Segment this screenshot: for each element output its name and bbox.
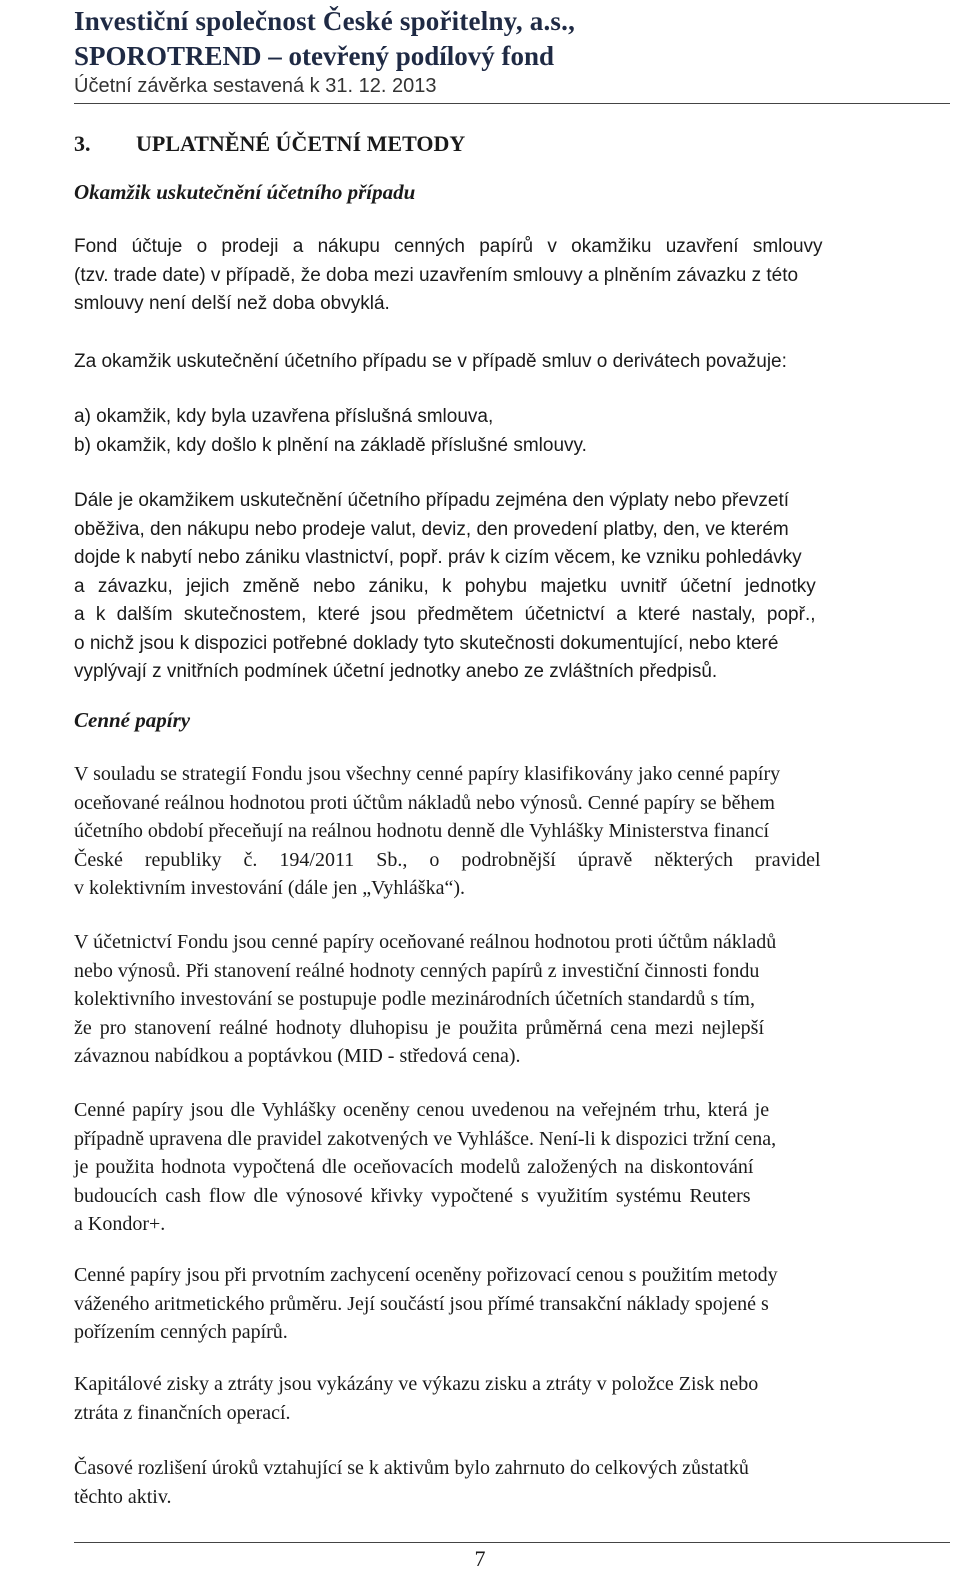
paragraph-line: případně upravena dle pravidel zakotvených ve Vyhlášce. Není-li k dispozici tržní cena, xyxy=(74,1127,777,1150)
paragraph-7 xyxy=(74,1096,950,1239)
paragraph-line: Fond účtuje o prodeji a nákupu cenných papírů v okamžiku uzavření smlouvy xyxy=(74,236,823,257)
paragraph-line: Cenné papíry jsou při prvotním zachycení oceněny pořizovací cenou s použitím metody xyxy=(74,1264,778,1286)
paragraph-line: účetního období přeceňují na reálnou hodnotu denně dle Vyhlášky Ministerstva financí xyxy=(74,820,770,842)
company-name: Investiční společnost České spořitelny, a.s., xyxy=(74,6,576,36)
paragraph-6 xyxy=(74,928,950,1071)
subheading-securities: Cenné papíry xyxy=(74,708,191,732)
paragraph-line: je použita hodnota vypočtená dle oceňovacích modelů založených na diskontování xyxy=(74,1156,754,1178)
paragraph-line: těchto aktiv. xyxy=(74,1485,172,1508)
paragraph-line: ztráta z finančních operací. xyxy=(74,1401,291,1424)
subheading-moment: Okamžik uskutečnění účetního případu xyxy=(74,180,416,204)
paragraph-line: V účetnictví Fondu jsou cenné papíry oceňované reálnou hodnotou proti účtům nákladů xyxy=(74,931,777,953)
footer-divider xyxy=(74,1542,950,1543)
paragraph-line: Cenné papíry jsou dle Vyhlášky oceněny cenou uvedenou na veřejném trhu, která je xyxy=(74,1099,770,1121)
paragraph-line: oceňované reálnou hodnotou proti účtům nákladů nebo výnosů. Cenné papíry se během xyxy=(74,791,775,814)
list-item: a) okamžik, kdy byla uzavřena příslušná smlouva, xyxy=(74,406,494,427)
paragraph-line: Za okamžik uskutečnění účetního případu se v případě smluv o derivátech považuje: xyxy=(74,351,787,372)
paragraph-line: že pro stanovení reálné hodnoty dluhopisu je použita průměrná cena mezi nejlepší xyxy=(74,1016,765,1039)
paragraph-10 xyxy=(74,1454,950,1511)
section-number: 3. xyxy=(74,131,91,156)
paragraph-line: a závazku, jejich změně nebo zániku, k pohybu majetku uvnitř účetní jednotky xyxy=(74,575,816,597)
paragraph-line: pořízením cenných papírů. xyxy=(74,1321,288,1343)
paragraph-line: Kapitálové zisky a ztráty jsou vykázány ve výkazu zisku a ztráty v položce Zisk nebo xyxy=(74,1373,759,1395)
paragraph-line: České republiky č. 194/2011 Sb., o podrobnější úpravě některých pravidel xyxy=(74,848,821,871)
paragraph-line: váženého aritmetického průměru. Její součástí jsou přímé transakční náklady spojené s xyxy=(74,1292,769,1315)
section-title-text: UPLATNĚNÉ ÚČETNÍ METODY xyxy=(136,131,466,156)
paragraph-line: v kolektivním investování (dále jen „Vyhláška“). xyxy=(74,877,466,899)
paragraph-line: smlouvy není delší než doba obvyklá. xyxy=(74,293,390,314)
paragraph-3 xyxy=(74,403,950,460)
page-number: 7 xyxy=(474,1546,486,1571)
section-title xyxy=(74,131,465,157)
paragraph-line: (tzv. trade date) v případě, že doba mezi uzavřením smlouvy a plněním závazku z této xyxy=(74,264,799,286)
paragraph-line: závaznou nabídkou a poptávkou (MID - středová cena). xyxy=(74,1045,521,1067)
list-item: b) okamžik, kdy došlo k plnění na základě příslušné smlouvy. xyxy=(74,434,587,456)
paragraph-line: V souladu se strategií Fondu jsou všechny cenné papíry klasifikovány jako cenné papíry xyxy=(74,763,781,785)
paragraph-4 xyxy=(74,487,950,687)
paragraph-line: o nichž jsou k dispozici potřebné doklady tyto skutečnosti dokumentující, nebo které xyxy=(74,632,779,654)
paragraph-line: Časové rozlišení úroků vztahující se k aktivům bylo zahrnuto do celkových zůstatků xyxy=(74,1457,749,1479)
header-divider xyxy=(74,103,950,104)
paragraph-8 xyxy=(74,1261,950,1347)
paragraph-line: nebo výnosů. Při stanovení reálné hodnoty cenných papírů z investiční činnosti fondu xyxy=(74,959,760,982)
paragraph-line: vyplývají z vnitřních podmínek účetní jednotky anebo ze zvláštních předpisů. xyxy=(74,661,718,682)
paragraph-9 xyxy=(74,1370,950,1427)
paragraph-line: a k dalším skutečnostem, které jsou předmětem účetnictví a které nastaly, popř., xyxy=(74,604,816,625)
paragraph-line: Dále je okamžikem uskutečnění účetního případu zejména den výplaty nebo převzetí xyxy=(74,490,790,511)
report-date: Účetní závěrka sestavená k 31. 12. 2013 xyxy=(74,75,437,97)
paragraph-line: dojde k nabytí nebo zániku vlastnictví, popř. práv k cizím věcem, ke vzniku pohledávky xyxy=(74,547,802,568)
fund-name: SPOROTREND – otevřený podílový fond xyxy=(74,41,555,71)
paragraph-line: a Kondor+. xyxy=(74,1213,166,1235)
paragraph-2 xyxy=(74,348,950,377)
paragraph-1 xyxy=(74,233,950,319)
paragraph-5 xyxy=(74,760,950,903)
paragraph-line: oběživa, den nákupu nebo prodeje valut, deviz, den provedení platby, den, ve kterém xyxy=(74,518,789,540)
paragraph-line: budoucích cash flow dle výnosové křivky vypočtené s využitím systému Reuters xyxy=(74,1184,751,1207)
paragraph-line: kolektivního investování se postupuje podle mezinárodních účetních standardů s tím, xyxy=(74,988,755,1010)
